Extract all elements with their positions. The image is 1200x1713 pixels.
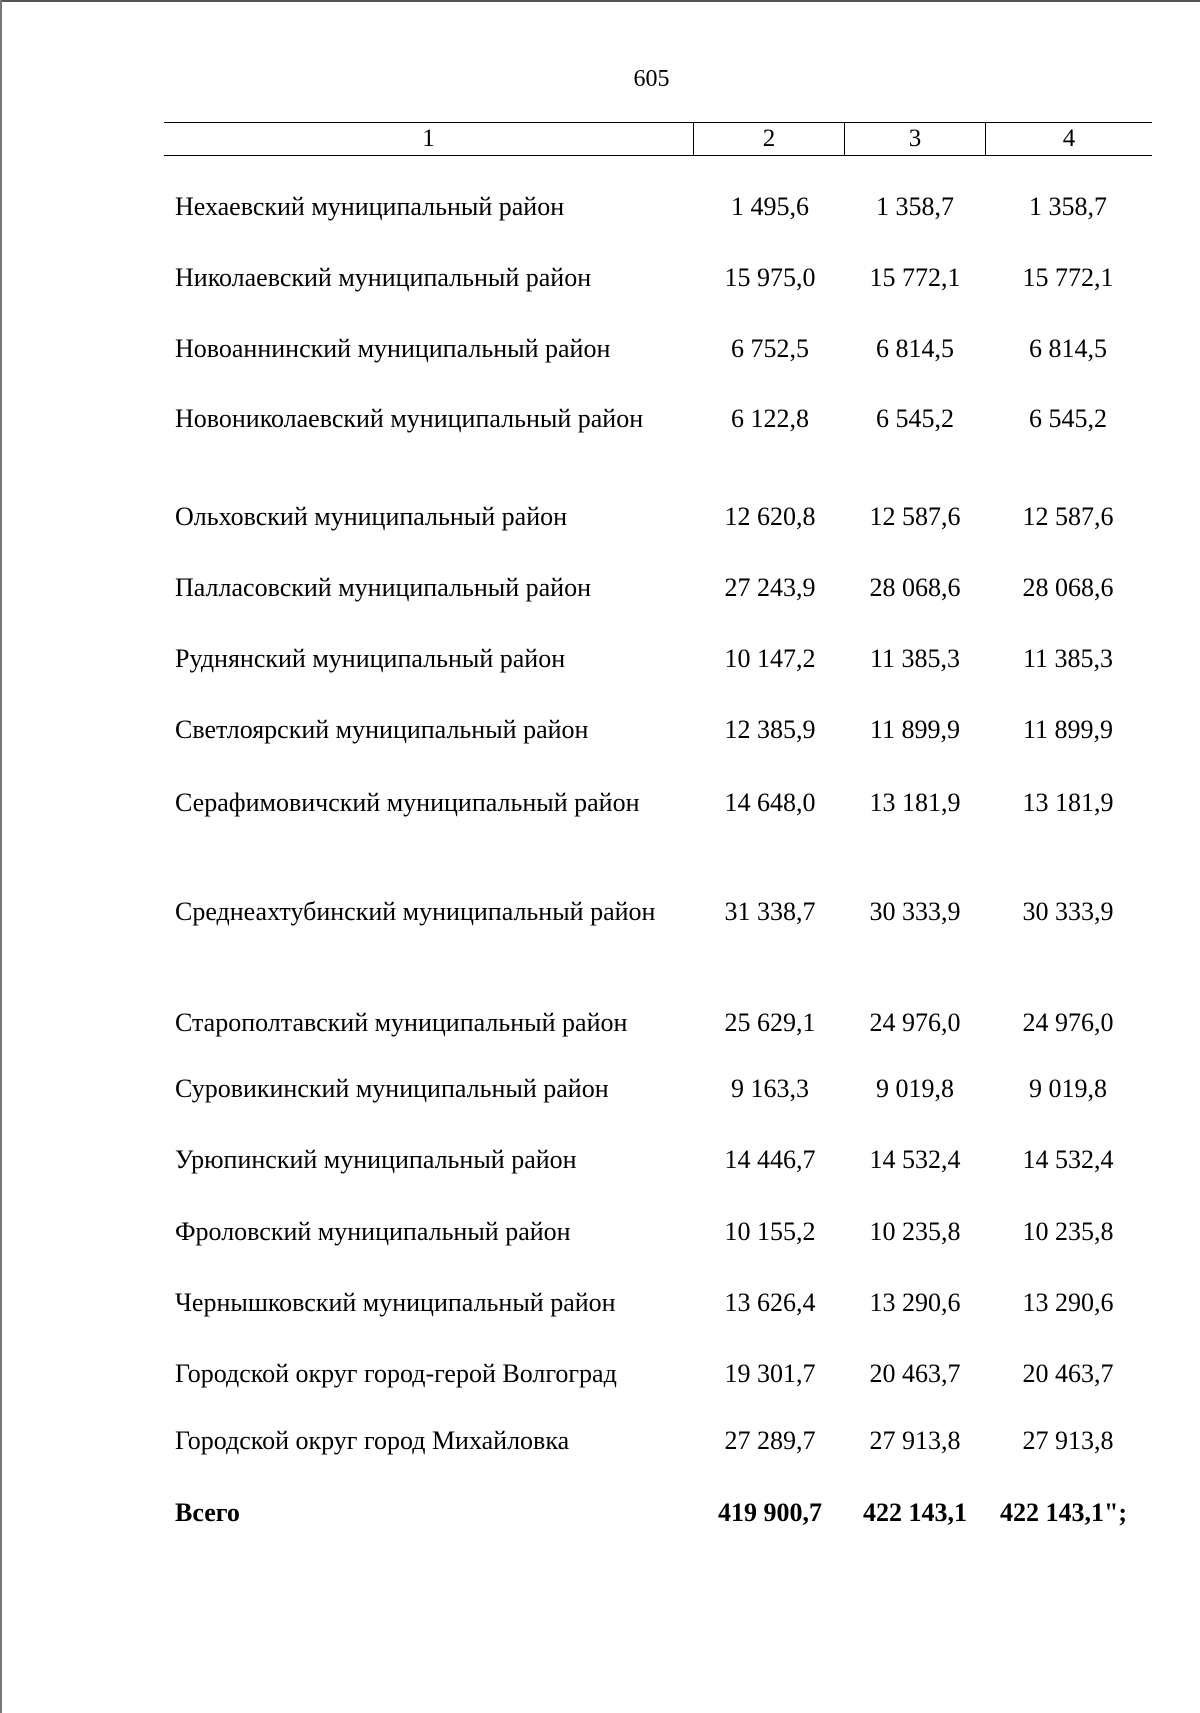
district-name: Фроловский муниципальный район: [175, 1217, 571, 1246]
value-col-3: 30 333,9: [869, 897, 961, 926]
page-number: 605: [633, 66, 670, 92]
district-name: Серафимовичский муниципальный район: [175, 788, 640, 817]
district-name: Руднянский муниципальный район: [175, 644, 566, 673]
district-name: Новониколаевский муниципальный район: [175, 404, 644, 433]
value-col-2: 15 975,0: [724, 263, 816, 292]
value-col-4: 24 976,0: [1022, 1008, 1114, 1037]
table-row: [0, 500, 1200, 570]
value-col-4: 12 587,6: [1022, 502, 1114, 531]
value-col-4: 20 463,7: [1022, 1359, 1114, 1388]
value-col-3: 15 772,1: [869, 263, 961, 292]
table-total-row: [0, 1496, 1200, 1566]
table-row: [0, 261, 1200, 331]
value-col-3: 6 814,5: [876, 334, 954, 363]
total-col-3: 422 143,1: [863, 1498, 967, 1527]
value-col-2: 27 289,7: [724, 1426, 816, 1455]
value-col-4: 27 913,8: [1022, 1426, 1114, 1455]
table-row: [0, 1072, 1200, 1142]
value-col-2: 13 626,4: [724, 1288, 816, 1317]
value-col-3: 10 235,8: [869, 1217, 961, 1246]
value-col-4: 11 899,9: [1022, 715, 1114, 744]
district-name: Среднеахтубинский муниципальный район: [175, 897, 656, 926]
table-row: [0, 1143, 1200, 1213]
value-col-4: 6 814,5: [1029, 334, 1107, 363]
value-col-4: 13 181,9: [1022, 788, 1114, 817]
value-col-4: 11 385,3: [1022, 644, 1114, 673]
table-row: [0, 332, 1200, 402]
value-col-3: 27 913,8: [869, 1426, 961, 1455]
table-header: [164, 122, 1152, 156]
table-row: [0, 1357, 1200, 1427]
value-col-3: 11 385,3: [869, 644, 961, 673]
header-cell-4: 4: [985, 123, 1152, 155]
value-col-2: 10 147,2: [724, 644, 816, 673]
district-name: Светлоярский муниципальный район: [175, 715, 589, 744]
value-col-3: 11 899,9: [869, 715, 961, 744]
table-row: [0, 190, 1200, 260]
value-col-2: 6 122,8: [731, 404, 809, 433]
district-name: Старополтавский муниципальный район: [175, 1008, 628, 1037]
district-name: Новоаннинский муниципальный район: [175, 334, 611, 363]
value-col-3: 20 463,7: [869, 1359, 961, 1388]
value-col-4: 14 532,4: [1022, 1145, 1114, 1174]
value-col-2: 10 155,2: [724, 1217, 816, 1246]
value-col-3: 24 976,0: [869, 1008, 961, 1037]
value-col-2: 12 620,8: [724, 502, 816, 531]
total-label: Всего: [175, 1498, 240, 1527]
header-cell-3: 3: [844, 123, 985, 155]
header-cell-1: 1: [422, 125, 435, 152]
value-col-3: 12 587,6: [869, 502, 961, 531]
value-col-4: 10 235,8: [1022, 1217, 1114, 1246]
district-name: Нехаевский муниципальный район: [175, 192, 565, 221]
value-col-3: 6 545,2: [876, 404, 954, 433]
value-col-3: 14 532,4: [869, 1145, 961, 1174]
district-name: Николаевский муниципальный район: [175, 263, 592, 292]
value-col-2: 6 752,5: [731, 334, 809, 363]
value-col-2: 27 243,9: [724, 573, 816, 602]
table-row: [0, 642, 1200, 712]
district-name: Чернышковский муниципальный район: [175, 1288, 616, 1317]
value-col-3: 28 068,6: [869, 573, 961, 602]
table-row: [0, 571, 1200, 641]
value-col-2: 9 163,3: [731, 1074, 809, 1103]
header-cell-2: 2: [693, 123, 844, 155]
value-col-4: 30 333,9: [1022, 897, 1114, 926]
value-col-4: 9 019,8: [1029, 1074, 1107, 1103]
district-name: Городской округ город Михайловка: [175, 1426, 570, 1455]
value-col-3: 9 019,8: [876, 1074, 954, 1103]
table-row: [0, 1215, 1200, 1285]
value-col-4: 1 358,7: [1029, 192, 1107, 221]
district-name: Палласовский муниципальный район: [175, 573, 591, 602]
value-col-2: 19 301,7: [724, 1359, 816, 1388]
value-col-4: 13 290,6: [1022, 1288, 1114, 1317]
table-row: [0, 713, 1200, 783]
value-col-2: 12 385,9: [724, 715, 816, 744]
district-name: Суровикинский муниципальный район: [175, 1074, 609, 1103]
value-col-3: 1 358,7: [876, 192, 954, 221]
table-row: [0, 1286, 1200, 1356]
value-col-2: 14 648,0: [724, 788, 816, 817]
value-col-2: 14 446,7: [724, 1145, 816, 1174]
district-name: Городской округ город-герой Волгоград: [175, 1359, 617, 1388]
value-col-3: 13 181,9: [869, 788, 961, 817]
total-col-2: 419 900,7: [718, 1498, 822, 1527]
value-col-2: 31 338,7: [724, 897, 816, 926]
table-row: [0, 1424, 1200, 1494]
value-col-4: 6 545,2: [1029, 404, 1107, 433]
scan-edge-top: [0, 0, 1200, 2]
district-name: Ольховский муниципальный район: [175, 502, 568, 531]
district-name: Урюпинский муниципальный район: [175, 1145, 577, 1174]
value-col-3: 13 290,6: [869, 1288, 961, 1317]
value-col-2: 25 629,1: [724, 1008, 816, 1037]
value-col-2: 1 495,6: [731, 192, 809, 221]
total-col-4: 422 143,1";: [1000, 1498, 1128, 1527]
table-row: [0, 786, 1200, 856]
table-row: [0, 1006, 1200, 1076]
table-row: [0, 895, 1200, 965]
value-col-4: 15 772,1: [1022, 263, 1114, 292]
table-row: [0, 402, 1200, 472]
value-col-4: 28 068,6: [1022, 573, 1114, 602]
